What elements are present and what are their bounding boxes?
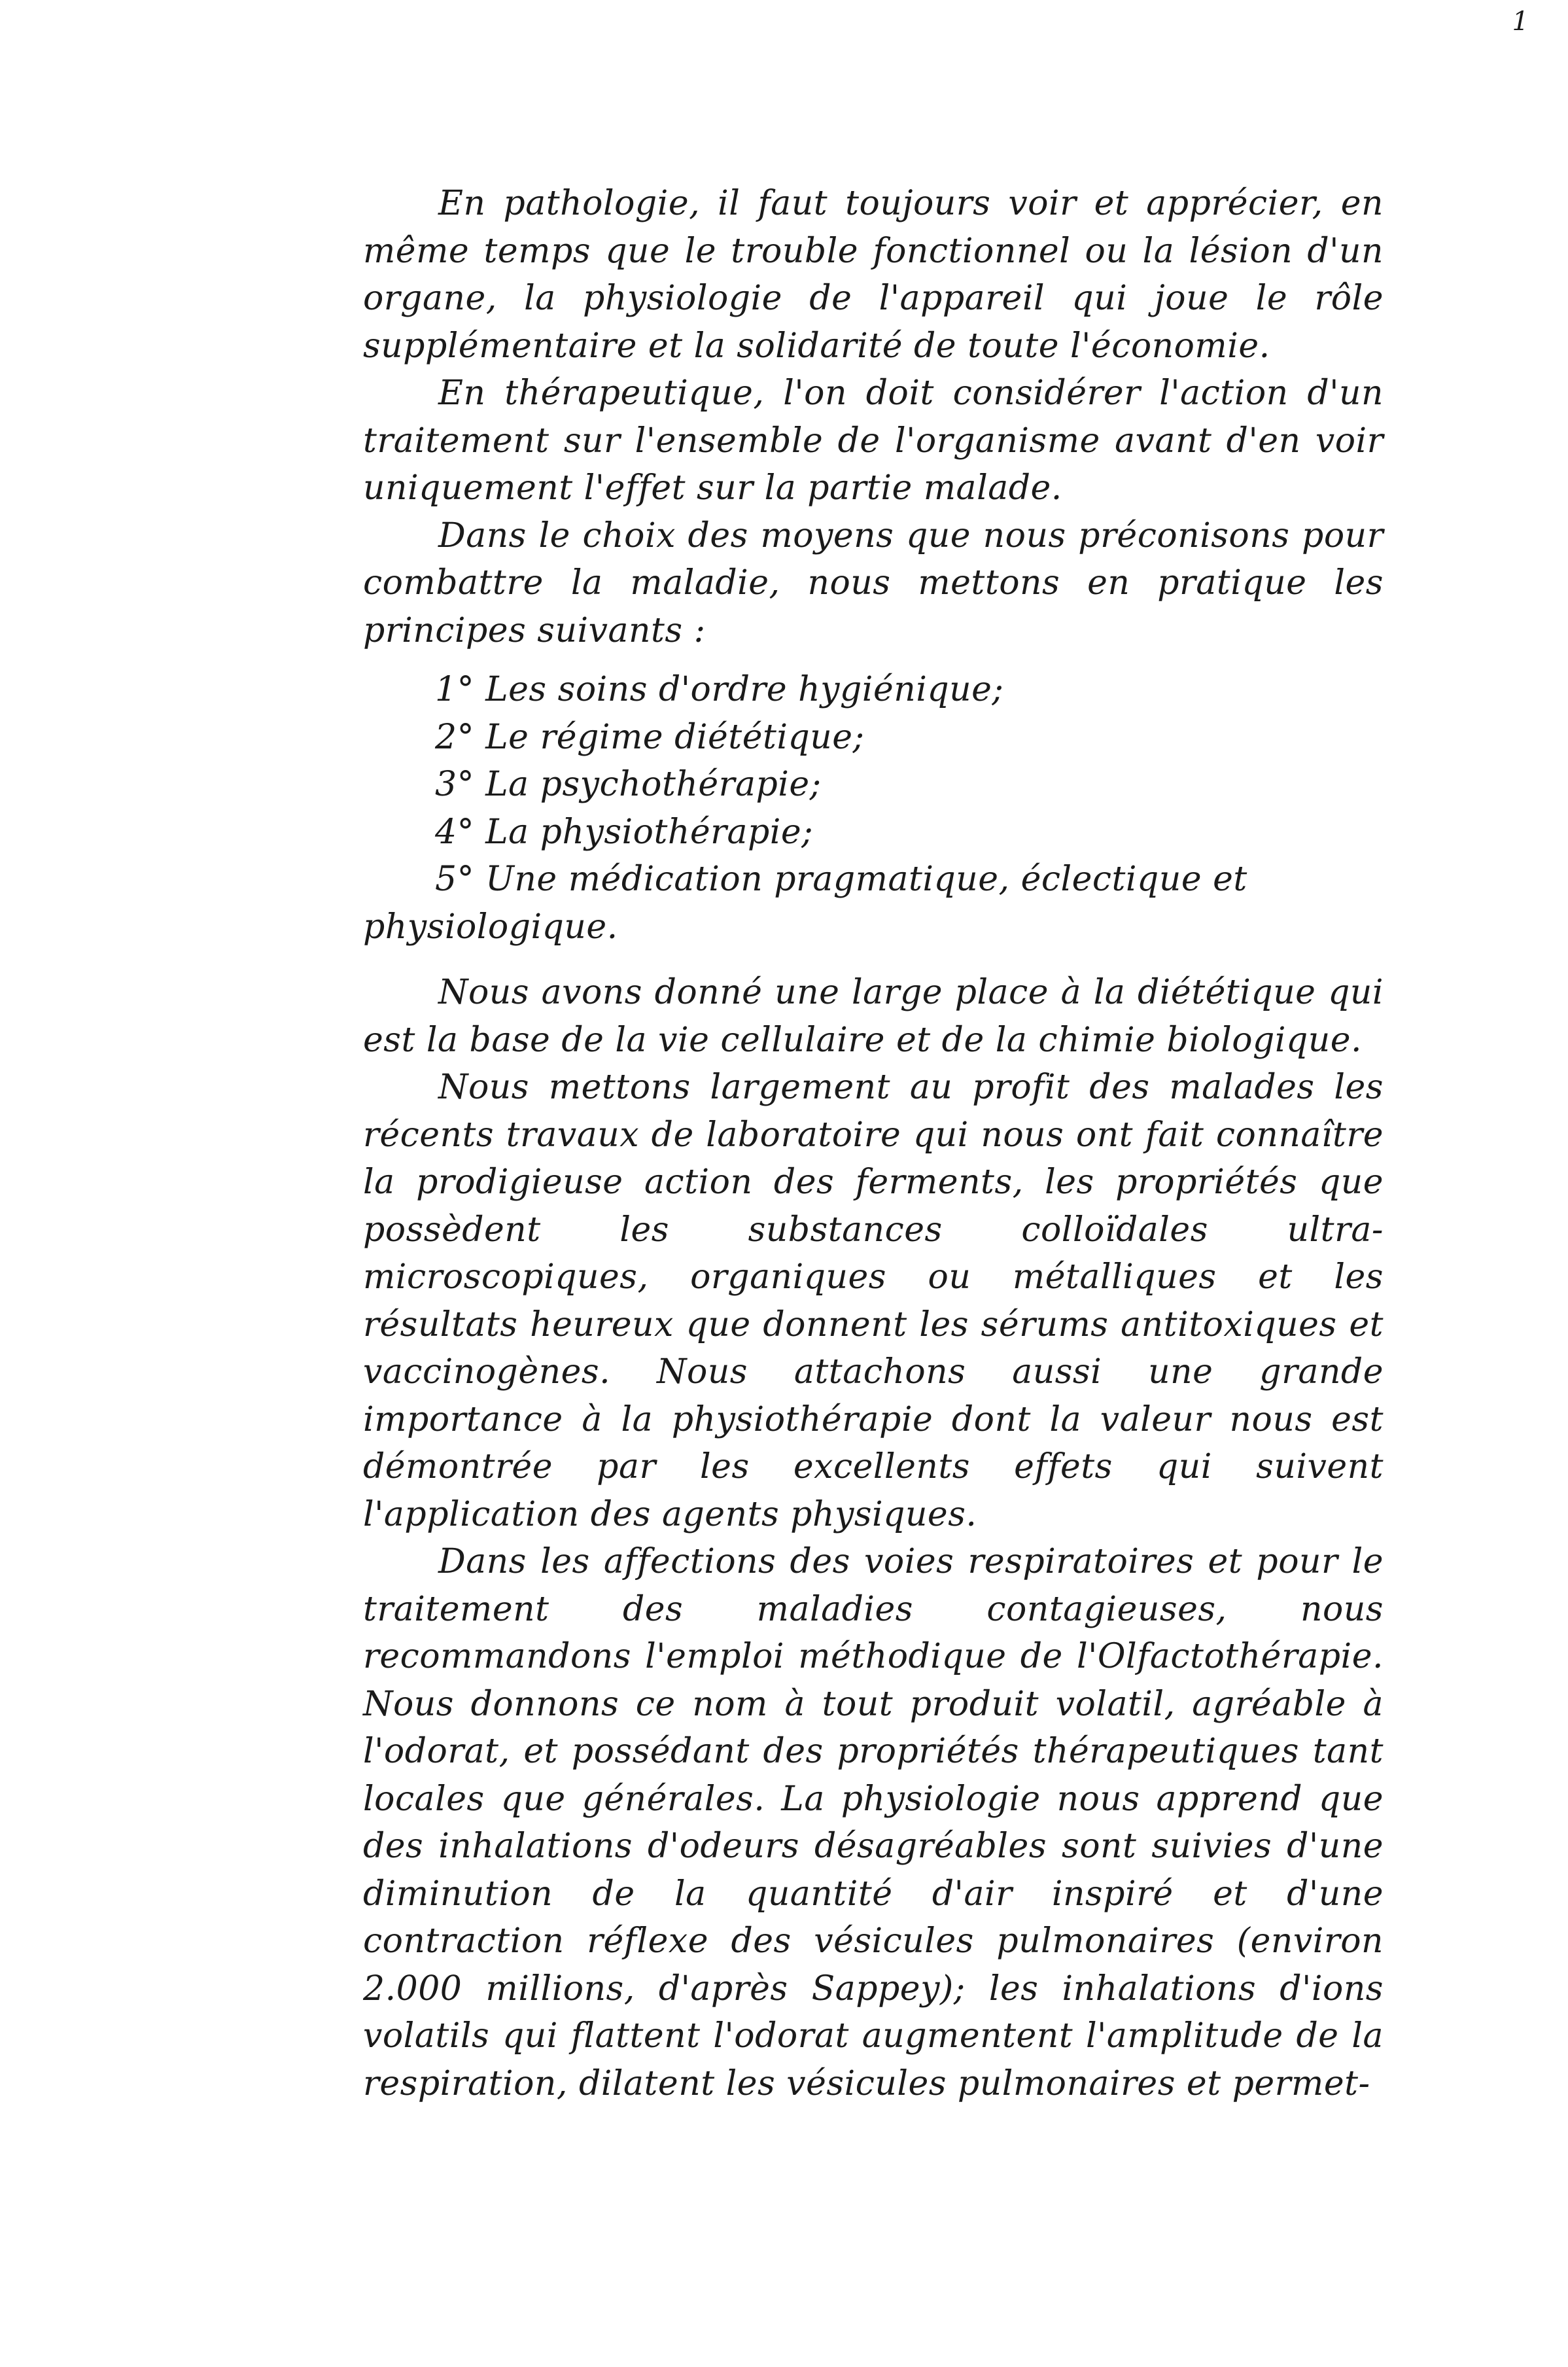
paragraph-laboratoire: Nous mettons largement au profit des malades les récents travaux de laboratoire qui nous ont fait connaître la prodigieuse action des ferments, les propriétés que possèdent les substances colloïdales ultra-microscopiques, organiques ou métalliques et les résultats heureux que donnent les sérums antitoxiques et vaccinogènes. Nous attachons aussi une grande importance à la physiothérapie dont la valeur nous est démontrée par les excellents effets qui suivent l'application des agents physiques. xyxy=(363,1068,1384,1534)
principles-list xyxy=(363,666,1384,951)
principle-item: 4° La physiothérapie; xyxy=(435,812,814,852)
principle-item: 3° La psychothérapie; xyxy=(435,765,822,804)
principle-item xyxy=(363,856,1384,951)
principle-item-text: 5° Une médication pragmatique, éclectique et physiologique. xyxy=(363,860,1247,947)
principle-item: 1° Les soins d'ordre hygiénique; xyxy=(435,670,1004,709)
page-number: 1 xyxy=(1512,7,1529,37)
paragraph-dietetique: Nous avons donné une large place à la diététique qui est la base de la vie cellulaire et de la chimie biologique. xyxy=(363,973,1384,1060)
principle-item: 2° Le régime diététique; xyxy=(435,717,865,757)
paragraph-olfactotherapie: Dans les affections des voies respiratoires et pour le traitement des maladies contagieuses, nous recommandons l'emploi méthodique de l'Olfactothérapie. Nous donnons ce nom à tout produit volatil, agréable à l'odorat, et possédant des propriétés thérapeutiques tant locales que générales. La physiologie nous apprend que des inhalations d'odeurs désagréables sont suivies d'une diminution de la quantité d'air inspiré et d'une contraction réflexe des vésicules pulmonaires (environ 2.000 millions, d'après Sappey); les inhalations d'ions volatils qui flattent l'odorat augmentent l'amplitude de la respiration, dilatent les vésicules pulmonaires et permet- xyxy=(363,1542,1384,2103)
paragraph-therapeutique: En thérapeutique, l'on doit considérer l'action d'un traitement sur l'ensemble de l'organisme avant d'en voir uniquement l'effet sur la partie malade. xyxy=(363,374,1384,508)
paragraph-pathologie: En pathologie, il faut toujours voir et apprécier, en même temps que le trouble fonctionnel ou la lésion d'un organe, la physiologie de l'appareil qui joue le rôle supplémentaire et la solidarité de toute l'économie. xyxy=(363,184,1384,366)
paragraph-choix-moyens: Dans le choix des moyens que nous préconisons pour combattre la maladie, nous mettons en pratique les principes suivants : xyxy=(363,516,1384,650)
page-body xyxy=(363,180,1384,2107)
